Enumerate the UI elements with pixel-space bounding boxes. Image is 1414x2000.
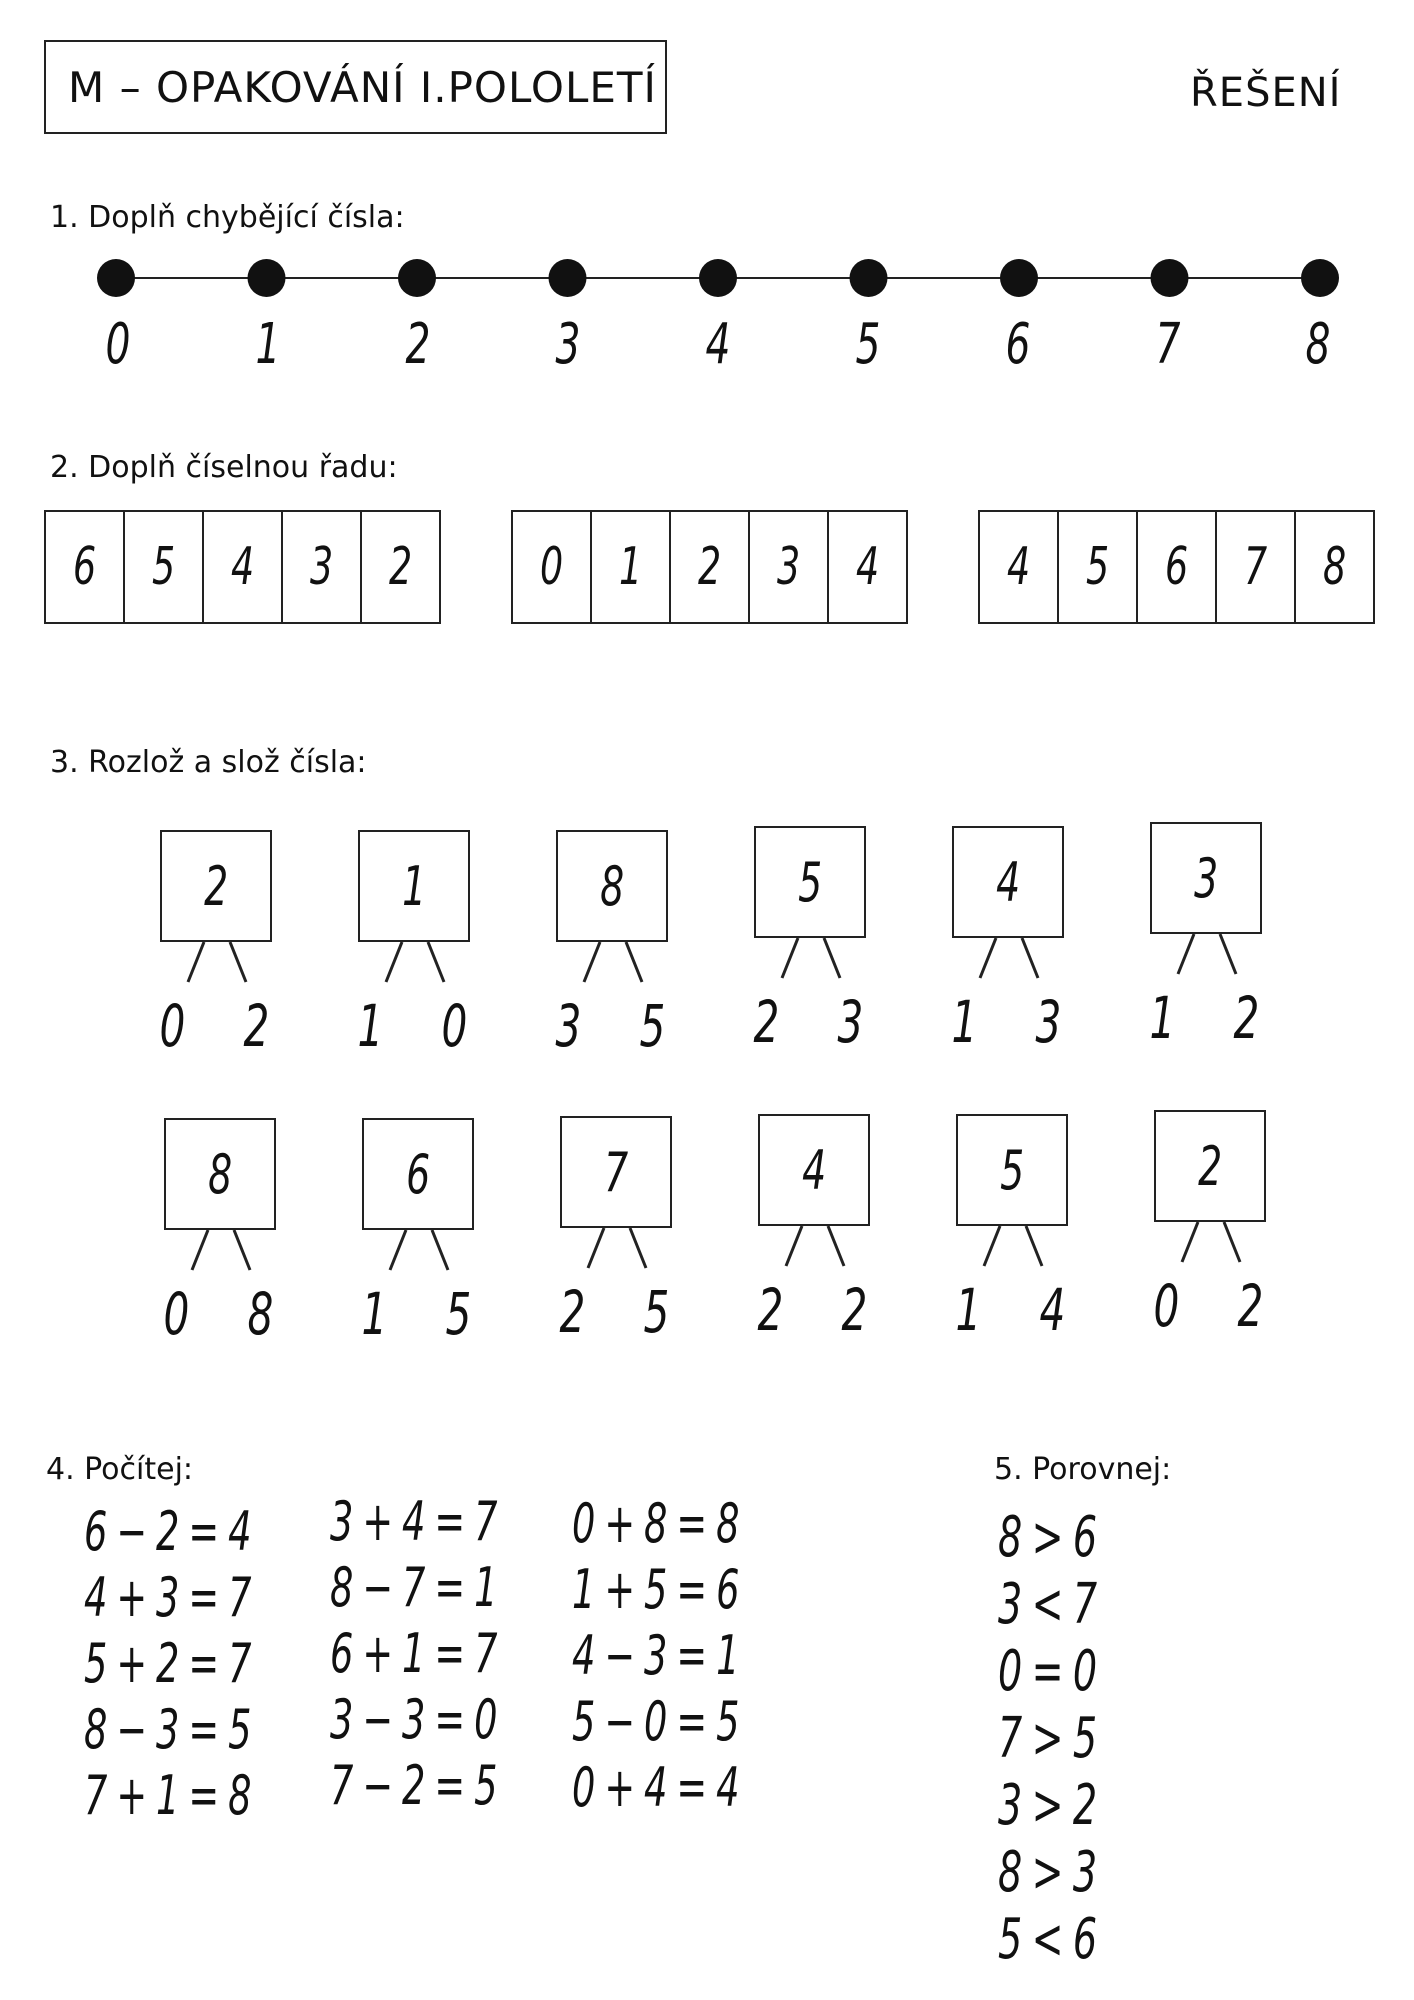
decomposition-item [152, 830, 282, 1060]
decomposition-left: 1 [951, 988, 977, 1056]
sequence-row [46, 510, 441, 622]
compare-item: 8 > 3 [998, 1840, 1096, 1905]
decomposition-left: 0 [163, 1280, 189, 1348]
compare-item: 7 > 5 [998, 1706, 1096, 1771]
number-line-label: 1 [255, 312, 281, 377]
decomposition-total: 5 [956, 1114, 1068, 1226]
task1-heading: 1. Doplň chybějící čísla: [50, 200, 405, 235]
sequence-cell: 6 [44, 510, 125, 624]
sequence-cell: 2 [360, 510, 441, 624]
calc-equation: 7 + 1 = 8 [84, 1764, 251, 1827]
sequence-cell: 3 [281, 510, 362, 624]
decomposition-total: 7 [560, 1116, 672, 1228]
decomposition-left: 0 [159, 992, 185, 1060]
decomposition-right: 2 [1237, 1272, 1263, 1340]
task3-heading: 3. Rozlož a slož čísla: [50, 745, 367, 780]
decomposition-item [350, 830, 480, 1060]
calc-equation: 6 − 2 = 4 [84, 1500, 251, 1563]
decomposition-left: 0 [1153, 1272, 1179, 1340]
sequence-cell: 4 [827, 510, 908, 624]
number-line-dots [97, 259, 1339, 297]
compare-item: 5 < 6 [998, 1907, 1096, 1972]
sequence-cell: 5 [123, 510, 204, 624]
number-line [90, 250, 1350, 310]
decomposition-item [1146, 1110, 1276, 1340]
decomposition-right: 3 [1035, 988, 1061, 1056]
decomposition-right: 2 [243, 992, 269, 1060]
number-line-label: 0 [105, 312, 131, 377]
number-line-label: 6 [1005, 312, 1031, 377]
number-line-label: 3 [555, 312, 581, 377]
number-line-label: 4 [705, 312, 731, 377]
number-line-dot [549, 259, 587, 297]
decomposition-right: 2 [841, 1276, 867, 1344]
calc-column [84, 1500, 328, 1830]
number-line-label: 8 [1305, 312, 1331, 377]
decomposition-total: 2 [1154, 1110, 1266, 1222]
sequence-cell: 2 [669, 510, 750, 624]
compare-item: 3 > 2 [998, 1773, 1096, 1838]
decomposition-left: 3 [555, 992, 581, 1060]
number-line-dot [1000, 259, 1038, 297]
compare-item: 8 > 6 [998, 1505, 1096, 1570]
decomposition-total: 4 [758, 1114, 870, 1226]
calc-equation: 6 + 1 = 7 [330, 1622, 497, 1685]
decomposition-item [1142, 822, 1272, 1052]
decomposition-total: 2 [160, 830, 272, 942]
decomposition-left: 1 [955, 1276, 981, 1344]
decomposition-left: 1 [361, 1280, 387, 1348]
worksheet-title-box [44, 40, 667, 134]
decomposition-right: 3 [837, 988, 863, 1056]
number-line-label: 7 [1155, 312, 1181, 377]
number-line-label: 5 [855, 312, 881, 377]
sequence-cell: 7 [1215, 510, 1296, 624]
decomposition-right: 0 [441, 992, 467, 1060]
decomposition-right: 4 [1039, 1276, 1065, 1344]
decomposition-total: 8 [164, 1118, 276, 1230]
calc-equation: 1 + 5 = 6 [572, 1558, 739, 1621]
decomposition-total: 4 [952, 826, 1064, 938]
decomposition-item [948, 1114, 1078, 1344]
decomposition-item [750, 1114, 880, 1344]
number-line-dot [699, 259, 737, 297]
calc-column [572, 1492, 816, 1822]
calc-equation: 4 − 3 = 1 [572, 1624, 739, 1687]
decomposition-right: 2 [1233, 984, 1259, 1052]
decomposition-left: 2 [757, 1276, 783, 1344]
decomposition-left: 1 [357, 992, 383, 1060]
decomposition-item [548, 830, 678, 1060]
decomposition-total: 3 [1150, 822, 1262, 934]
decomposition-right: 5 [639, 992, 665, 1060]
decomposition-total: 8 [556, 830, 668, 942]
sequence-cell: 5 [1057, 510, 1138, 624]
sequence-row [980, 510, 1375, 622]
sequence-cell: 4 [978, 510, 1059, 624]
number-line-dot [97, 259, 135, 297]
sequence-cell: 1 [590, 510, 671, 624]
calc-equation: 8 − 3 = 5 [84, 1698, 251, 1761]
decomposition-total: 5 [754, 826, 866, 938]
decomposition-item [354, 1118, 484, 1348]
calc-equation: 0 + 4 = 4 [572, 1756, 739, 1819]
decomposition-total: 1 [358, 830, 470, 942]
calc-equation: 8 − 7 = 1 [330, 1556, 497, 1619]
sequence-cell: 6 [1136, 510, 1217, 624]
sequence-cell: 8 [1294, 510, 1375, 624]
calc-equation: 7 − 2 = 5 [330, 1754, 497, 1817]
compare-column [998, 1505, 1142, 1974]
calc-equation: 3 − 3 = 0 [330, 1688, 497, 1751]
number-line-dot [248, 259, 286, 297]
decomposition-item [552, 1116, 682, 1346]
decomposition-item [746, 826, 876, 1056]
sequence-cell: 4 [202, 510, 283, 624]
number-line-dot [850, 259, 888, 297]
solution-label: ŘEŠENÍ [1190, 70, 1342, 116]
task2-heading: 2. Doplň číselnou řadu: [50, 450, 398, 485]
number-line-dot [1151, 259, 1189, 297]
sequence-cell: 0 [511, 510, 592, 624]
decomposition-left: 1 [1149, 984, 1175, 1052]
sequence-row [513, 510, 908, 622]
calc-column [330, 1490, 574, 1820]
decomposition-left: 2 [753, 988, 779, 1056]
decomposition-right: 5 [445, 1280, 471, 1348]
task4-heading: 4. Počítej: [46, 1452, 194, 1487]
decomposition-total: 6 [362, 1118, 474, 1230]
calc-equation: 5 + 2 = 7 [84, 1632, 251, 1695]
worksheet-title: M – OPAKOVÁNÍ I.POLOLETÍ [68, 62, 657, 112]
decomposition-item [944, 826, 1074, 1056]
compare-item: 0 = 0 [998, 1639, 1096, 1704]
decomposition-right: 8 [247, 1280, 273, 1348]
calc-equation: 5 − 0 = 5 [572, 1690, 739, 1753]
calc-equation: 3 + 4 = 7 [330, 1490, 497, 1553]
decomposition-item [156, 1118, 286, 1348]
calc-equation: 4 + 3 = 7 [84, 1566, 251, 1629]
calc-equation: 0 + 8 = 8 [572, 1492, 739, 1555]
sequence-cell: 3 [748, 510, 829, 624]
compare-item: 3 < 7 [998, 1572, 1096, 1637]
task5-heading: 5. Porovnej: [994, 1452, 1172, 1487]
number-line-label: 2 [405, 312, 431, 377]
number-line-dot [1301, 259, 1339, 297]
number-line-dot [398, 259, 436, 297]
decomposition-right: 5 [643, 1278, 669, 1346]
decomposition-left: 2 [559, 1278, 585, 1346]
